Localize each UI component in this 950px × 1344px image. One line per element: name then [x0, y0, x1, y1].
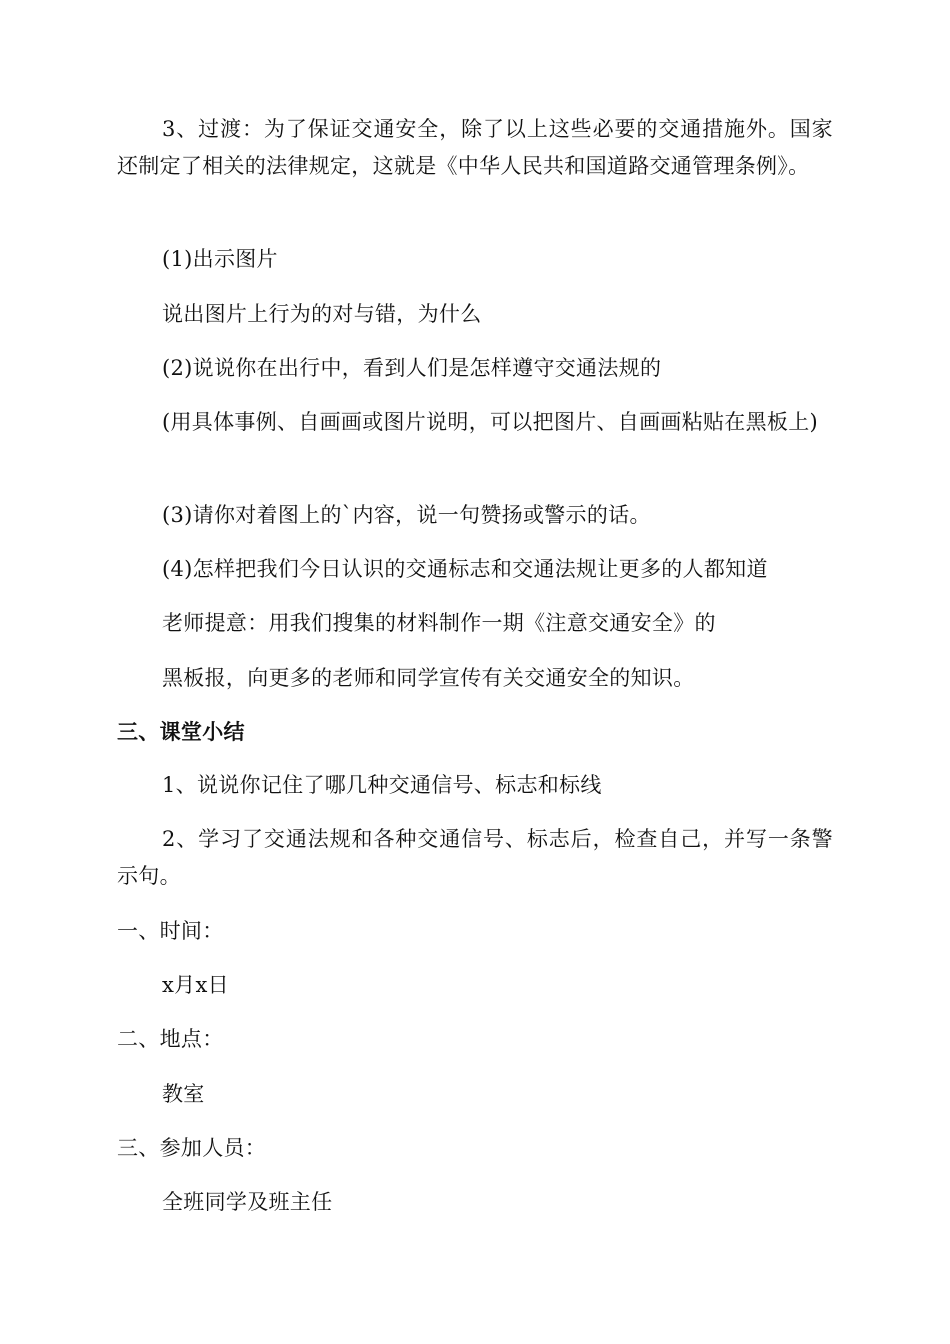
- paragraph-summary-2: 2、学习了交通法规和各种交通信号、标志后，检查自己，并写一条警示句。: [117, 827, 833, 888]
- section-heading-summary: 三、课堂小结: [117, 719, 245, 744]
- paragraph-examples: (用具体事例、自画画或图片说明，可以把图片、自画画粘贴在黑板上): [162, 410, 818, 434]
- paragraph-praise-warning: (3)请你对着图上的`内容，说一句赞扬或警示的话。: [162, 503, 651, 527]
- value-participants: 全班同学及班主任: [162, 1190, 333, 1214]
- paragraph-teacher-suggestion: 老师提意：用我们搜集的材料制作一期《注意交通安全》的: [162, 611, 716, 635]
- label-time: 一、时间：: [117, 919, 224, 943]
- paragraph-blackboard: 黑板报，向更多的老师和同学宣传有关交通安全的知识。: [162, 666, 695, 690]
- paragraph-transition: 3、过渡：为了保证交通安全，除了以上这些必要的交通措施外。国家还制定了相关的法律规定，这就是《中华人民共和国道路交通管理条例》。: [117, 117, 833, 178]
- paragraph-obey-rules: (2)说说你在出行中，看到人们是怎样遵守交通法规的: [162, 356, 662, 380]
- paragraph-show-picture: (1)出示图片: [162, 247, 278, 271]
- value-place: 教室: [162, 1082, 205, 1106]
- paragraph-summary-1: 1、说说你记住了哪几种交通信号、标志和标线: [162, 773, 602, 797]
- value-time: x月x日: [162, 973, 229, 997]
- label-place: 二、地点：: [117, 1027, 224, 1051]
- label-participants: 三、参加人员：: [117, 1136, 267, 1160]
- paragraph-right-wrong: 说出图片上行为的对与错，为什么: [162, 302, 482, 326]
- paragraph-spread-knowledge: (4)怎样把我们今日认识的交通标志和交通法规让更多的人都知道: [162, 557, 768, 581]
